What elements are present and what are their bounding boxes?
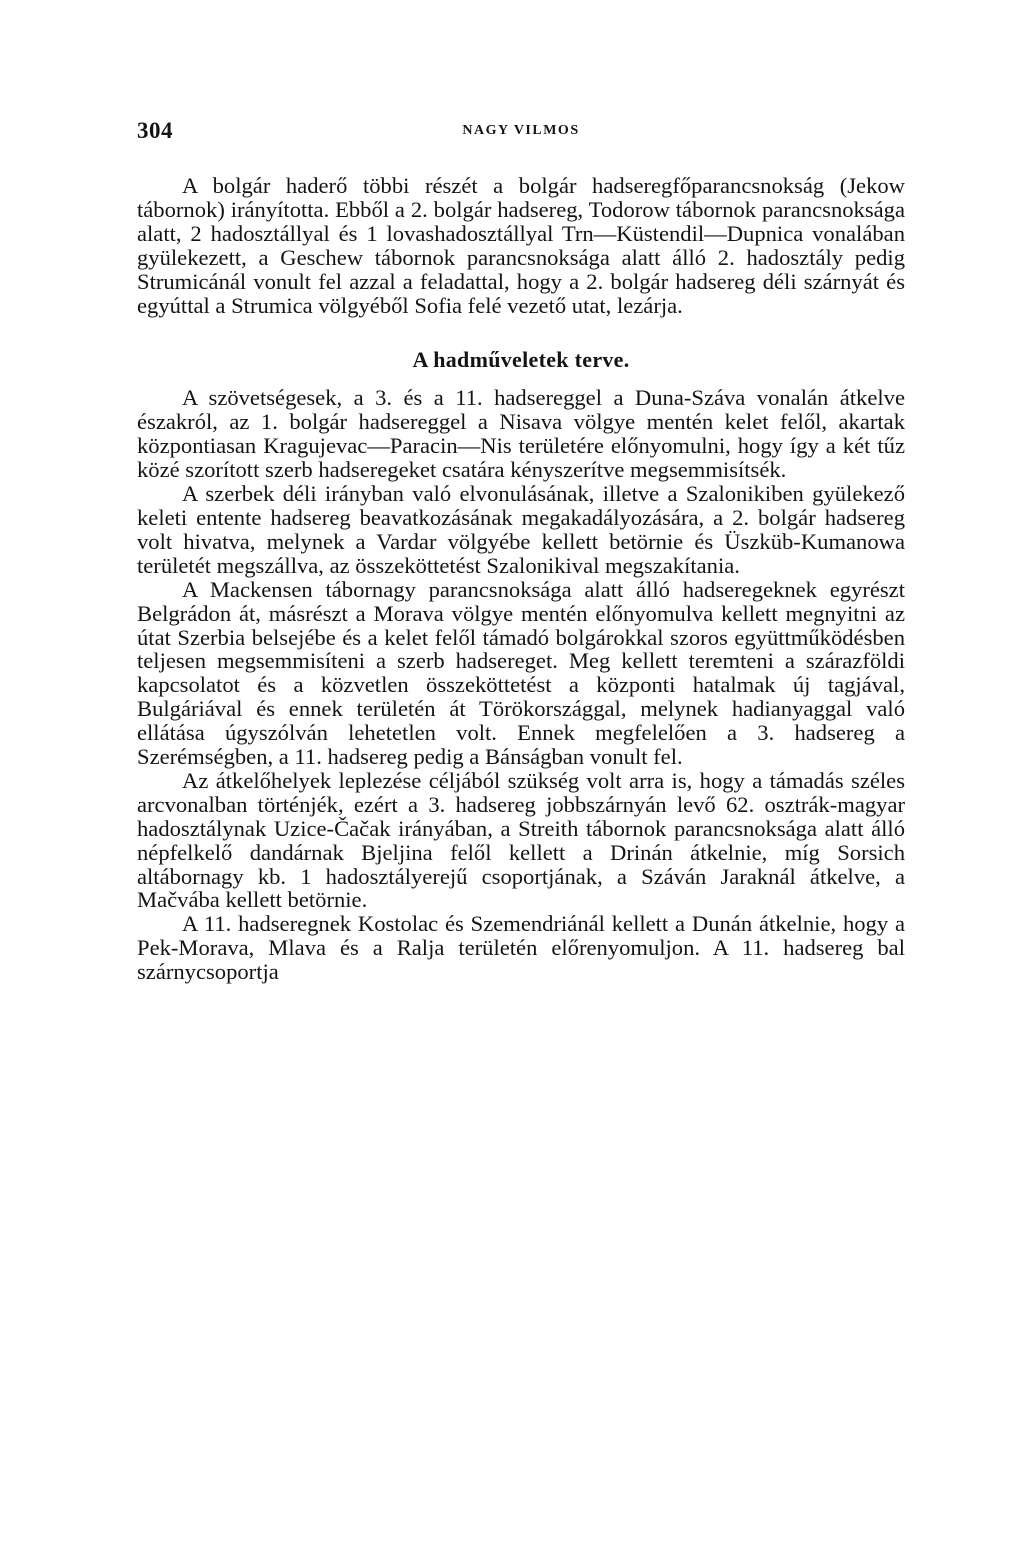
running-head: NAGY VILMOS <box>462 123 580 138</box>
paragraph: A szövetségesek, a 3. és a 11. hadsereggel a Duna-Száva vonalán átkelve északról, az 1. bolgár hadsereggel a Nisava völgye mentén kelet felől, akartak központiasan Kragujevac—Paracin—Nis területére előnyomulni, hogy így a két tűz közé szorított szerb hadseregeket csatára kényszerítve megsemmisítsék. <box>137 385 905 483</box>
body-text <box>137 174 905 984</box>
book-page <box>137 118 905 984</box>
page-number: 304 <box>137 118 173 143</box>
paragraph: A Mackensen tábornagy parancsnoksága alatt álló hadseregeknek egyrészt Belgrádon át, másrészt a Morava völgye mentén előnyomulva kellett megnyitni az útat Szerbia belsejébe és a kelet felől támadó bolgárokkal szoros együttműködésben teljesen megsemmisíteni a szerb hadsereget. Meg kellett teremteni a szárazföldi kapcsolatot és a közvetlen összeköttetést a központi hatalmak új tagjával, Bulgáriával és ennek területén át Törökországgal, melynek hadianyaggal való ellátása úgyszólván lehetetlen volt. Ennek megfelelően a 3. hadsereg a Szerémségben, a 11. hadsereg pedig a Bánságban vonult fel. <box>137 576 905 770</box>
page-header <box>137 118 905 152</box>
paragraph: A bolgár haderő többi részét a bolgár hadseregfőparancsnokság (Jekow tábornok) irányította. Ebből a 2. bolgár hadsereg, Todorow tábornok parancsnoksága alatt, 2 hadosztállyal és 1 lovashadosztállyal Trn—Küstendil—Dupnica vonalában gyülekezett, a Geschew tábornok parancsnoksága alatt álló 2. hadosztály pedig Strumicánál vonult fel azzal a feladattal, hogy a 2. bolgár hadsereg déli szárnyát és egyúttal a Strumica völgyéből Sofia felé vezető utat, lezárja. <box>137 173 905 318</box>
paragraph: A szerbek déli irányban való elvonulásának, illetve a Szalonikiben gyülekező keleti entente hadsereg beavatkozásának megakadályozására, a 2. bolgár hadsereg volt hivatva, melynek a Vardar völgyébe kellett betörnie és Üszküb-Kumanowa területét megszállva, az összeköttetést Szalonikival megszakítania. <box>137 481 905 578</box>
section-heading: A hadműveletek terve. <box>412 347 630 373</box>
paragraph: A 11. hadseregnek Kostolac és Szemendriánál kellett a Dunán átkelnie, hogy a Pek-Morava, Mlava és a Ralja területén előrenyomuljon. A 11. hadsereg bal szárnycsoportja <box>137 911 905 985</box>
paragraph: Az átkelőhelyek leplezése céljából szükség volt arra is, hogy a támadás széles arcvonalban történjék, ezért a 3. hadsereg jobbszárnyán levő 62. osztrák-magyar hadosztálynak Uzice-Čačak irányában, a Streith tábornok parancsnoksága alatt álló népfelkelő dandárnak Bjeljina felől kellett a Drinán átkelnie, míg Sorsich altábornagy kb. 1 hadosztályerejű csoportjának, a Száván Jaraknál átkelve, a Mačvába kellett betörnie. <box>137 767 905 913</box>
